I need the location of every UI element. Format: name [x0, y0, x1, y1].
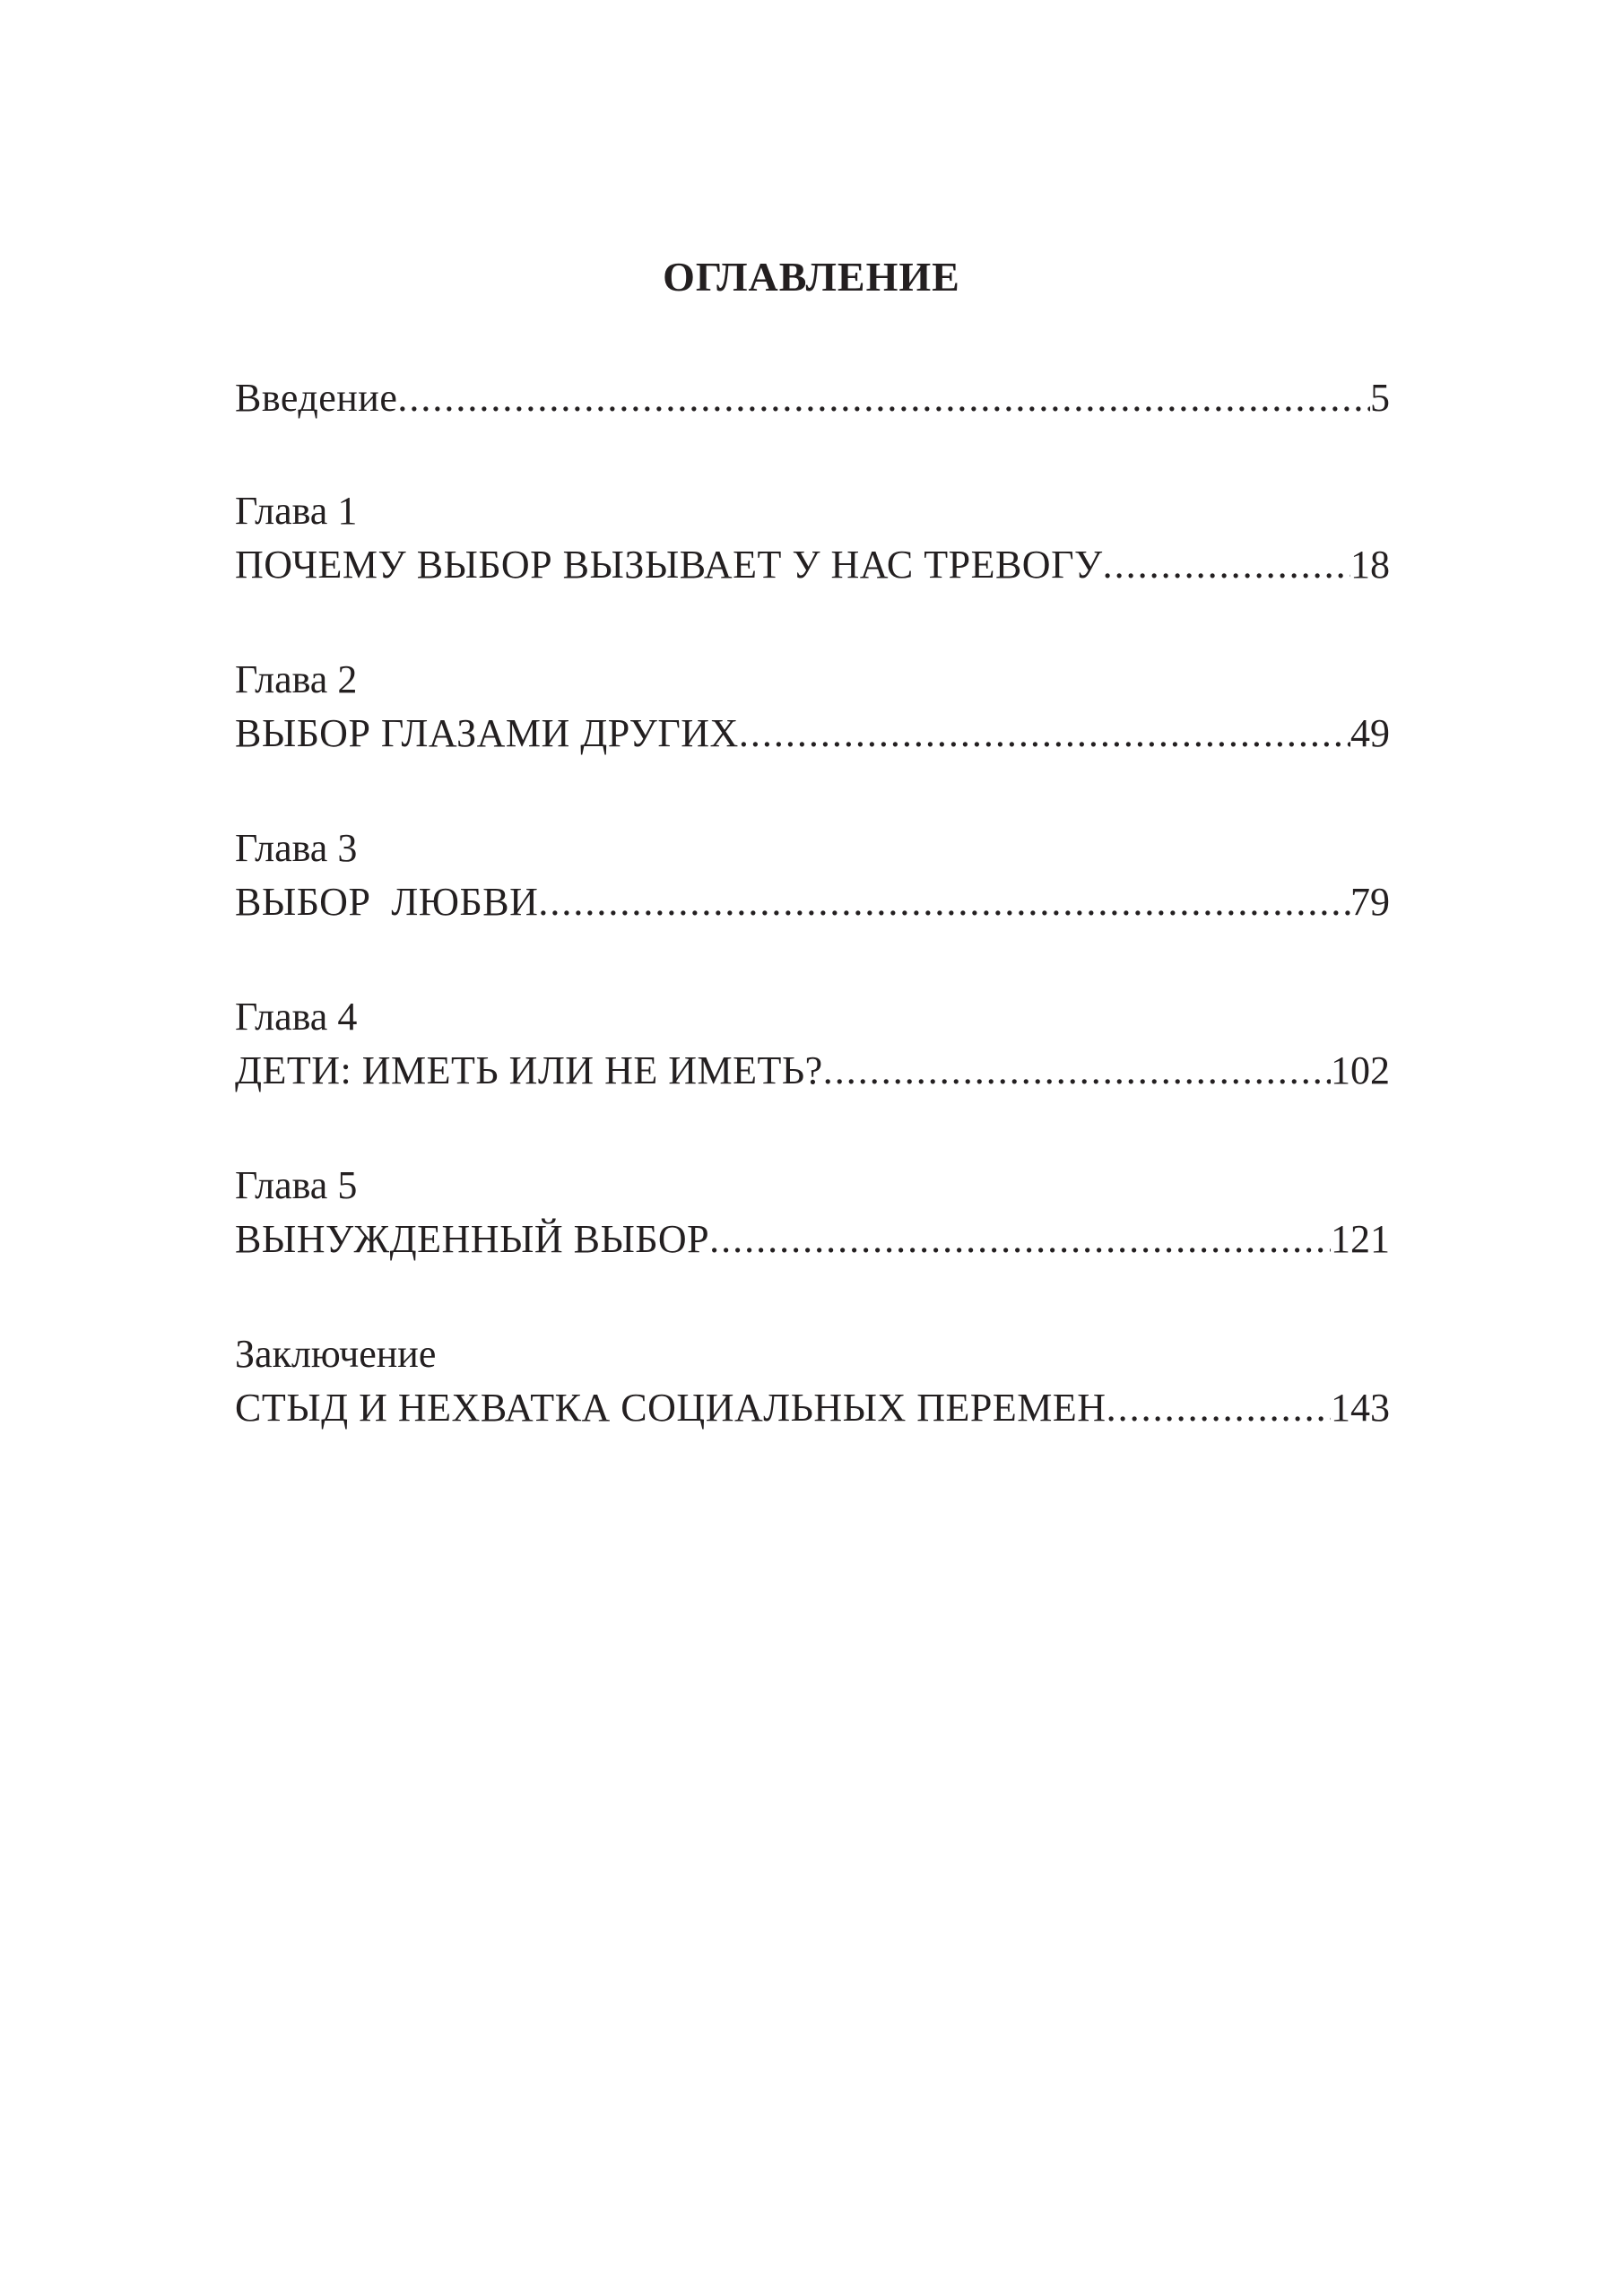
- chapter-label: Глава 4: [235, 995, 358, 1039]
- dot-leader: [709, 1213, 1331, 1266]
- dot-leader: [823, 1044, 1331, 1098]
- entry-title: ПОЧЕМУ ВЫБОР ВЫЗЫВАЕТ У НАС ТРЕВОГУ: [235, 543, 1103, 587]
- toc-line: [235, 371, 1390, 425]
- page-number: 143: [1331, 1386, 1390, 1430]
- toc-line: [235, 1381, 1390, 1435]
- toc-entry-conclusion: [235, 1327, 1390, 1435]
- dot-leader: [397, 371, 1370, 425]
- page-number: 121: [1331, 1217, 1390, 1261]
- dot-leader: [1107, 1381, 1331, 1435]
- page-number: 79: [1350, 880, 1390, 924]
- chapter-label: Глава 2: [235, 657, 358, 701]
- toc-line: [235, 1213, 1390, 1266]
- toc-line: [235, 875, 1390, 929]
- dot-leader: [739, 707, 1350, 761]
- toc-entry-chapter-4: [235, 990, 1390, 1098]
- toc-heading: ОГЛАВЛЕНИЕ: [663, 254, 960, 300]
- dot-leader: [538, 875, 1350, 929]
- chapter-label: Заключение: [235, 1332, 437, 1376]
- entry-title: ДЕТИ: ИМЕТЬ ИЛИ НЕ ИМЕТЬ?: [235, 1048, 823, 1092]
- page-number: 18: [1350, 543, 1390, 587]
- entry-title: Введение: [235, 376, 398, 420]
- toc-entry-introduction: [235, 371, 1390, 425]
- entry-title: СТЫД И НЕХВАТКА СОЦИАЛЬНЫХ ПЕРЕМЕН: [235, 1386, 1107, 1430]
- chapter-label: Глава 1: [235, 489, 358, 533]
- toc-entry-chapter-5: [235, 1159, 1390, 1266]
- toc-line: [235, 538, 1390, 592]
- chapter-label: Глава 5: [235, 1163, 358, 1207]
- toc-entry-chapter-1: [235, 484, 1390, 592]
- entry-title: ВЫБОР ГЛАЗАМИ ДРУГИХ: [235, 711, 739, 755]
- toc-line: [235, 1044, 1390, 1098]
- toc-entry-chapter-3: [235, 822, 1390, 929]
- page-number: 102: [1331, 1048, 1390, 1092]
- page-number: 5: [1370, 376, 1390, 420]
- chapter-label: Глава 3: [235, 826, 358, 870]
- page-number: 49: [1350, 711, 1390, 755]
- toc-entry-chapter-2: [235, 653, 1390, 761]
- toc-line: [235, 707, 1390, 761]
- entry-title: ВЫБОР ЛЮБВИ: [235, 880, 539, 924]
- entry-title: ВЫНУЖДЕННЫЙ ВЫБОР: [235, 1217, 710, 1261]
- dot-leader: [1103, 538, 1350, 592]
